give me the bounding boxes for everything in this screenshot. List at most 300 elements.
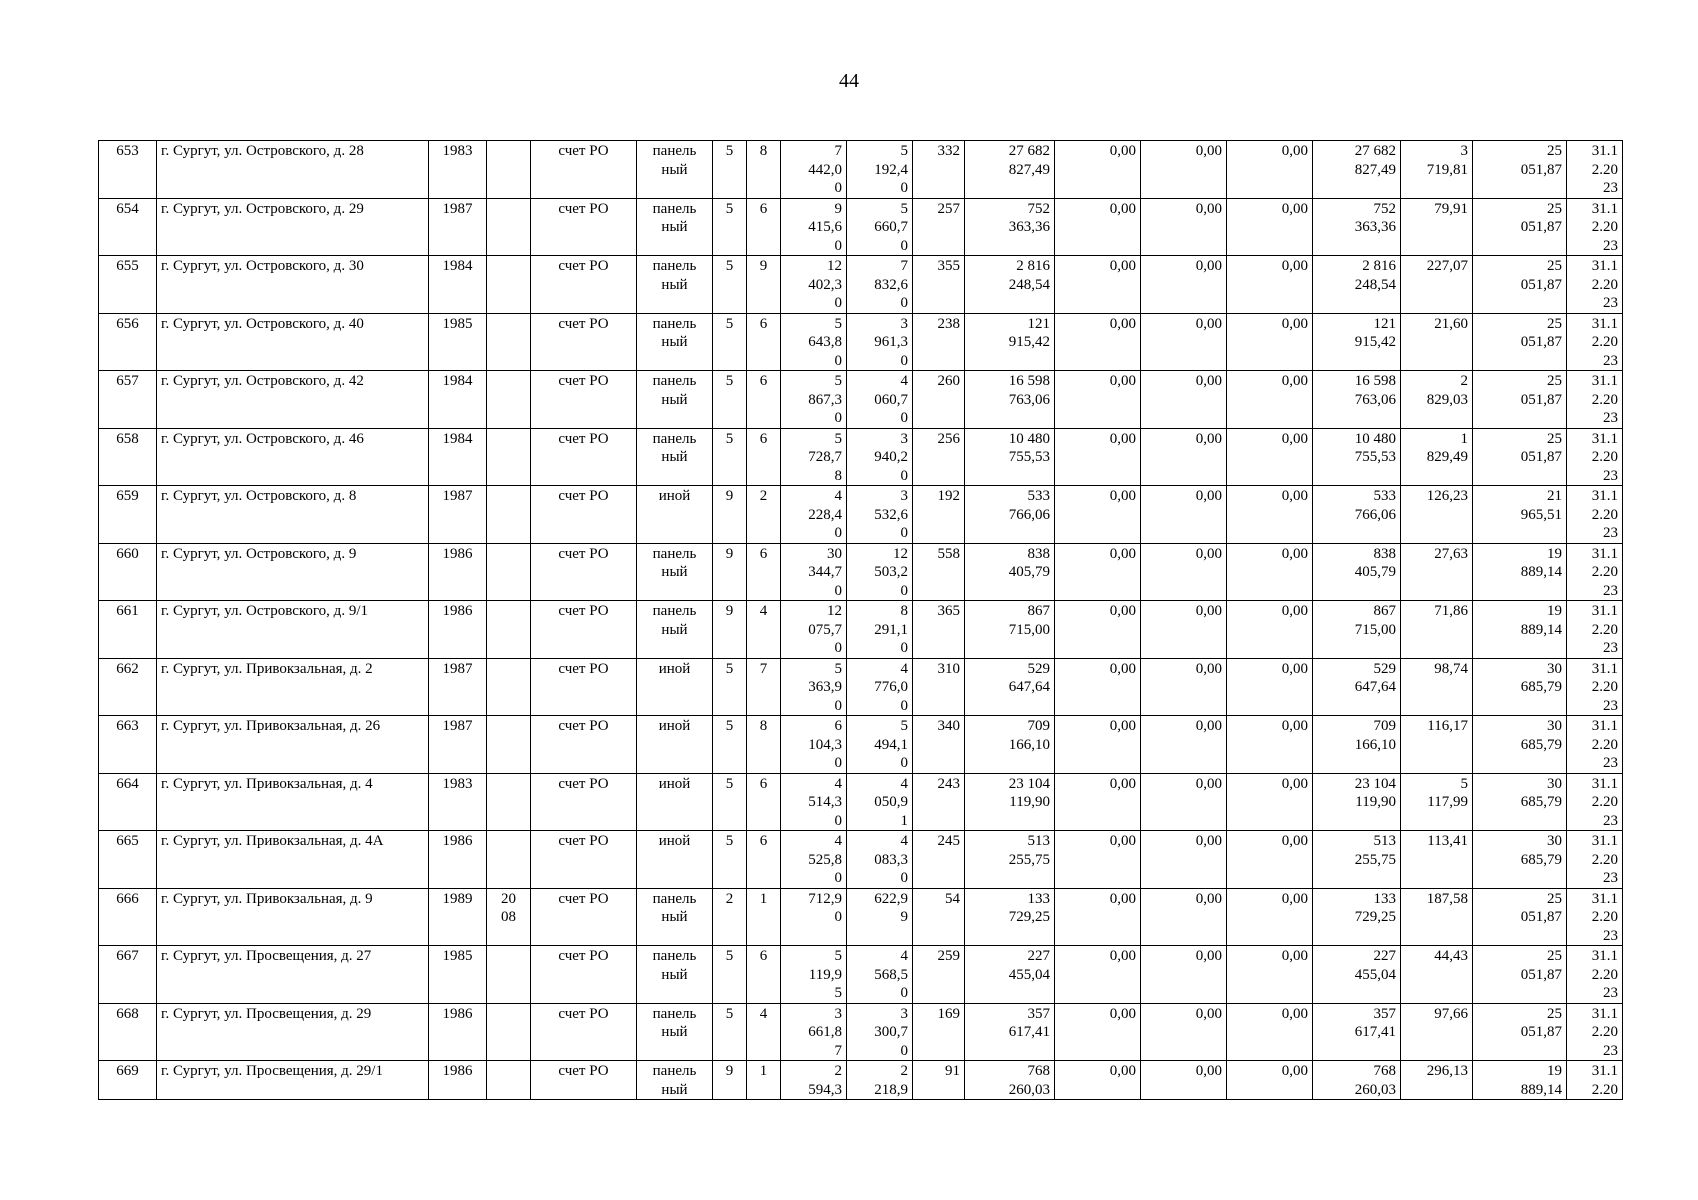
cell-year: 1983 [429,773,487,831]
cell-line: 291,1 [874,621,908,638]
cell-line: 051,87 [1520,449,1562,465]
cell-line: 97,66 [1434,1005,1468,1022]
cell-line: 0 [834,870,842,886]
table-row [99,428,1623,486]
cell-year: 1987 [429,486,487,544]
cell-unit [1401,486,1473,544]
cell-line: 051,87 [1520,1024,1562,1040]
housing-registry-table [98,140,1623,1100]
cell-line: 0 [834,525,842,541]
cell-residents: 245 [913,831,965,889]
cell-line: панель [652,545,697,562]
cell-line: 643,8 [808,334,842,350]
cell-line: панель [652,200,697,217]
cell-limit [1473,1003,1567,1061]
cell-line: 23 [1603,525,1618,541]
cell-material [637,486,713,544]
cell-line: 25 [1547,430,1562,447]
cell-entrances: 4 [747,1003,781,1061]
cell-date [1567,141,1623,199]
cell-line: 0 [834,697,842,714]
cell-floors: 5 [713,428,747,486]
cell-floors: 5 [713,658,747,716]
cell-line: ный [661,334,688,350]
cell-line: панель [652,315,697,332]
cell-year2 [487,141,531,199]
cell-line: 21,60 [1434,315,1468,332]
cell-line: 2.20 [1591,966,1618,983]
cell-num: 667 [99,946,157,1004]
cell-limit [1473,888,1567,946]
cell-area-total [781,773,847,831]
cell-material [637,371,713,429]
cell-line: 25 [1547,890,1562,907]
cell-line: 5 [834,373,842,389]
cell-line: 248,54 [1354,276,1396,293]
cell-z3: 0,00 [1227,831,1313,889]
cell-line: 719,81 [1426,161,1468,178]
cell-year2 [487,256,531,314]
cell-address: г. Сургут, ул. Привокзальная, д. 9 [157,888,429,946]
cell-sum [1313,1003,1401,1061]
cell-z1: 0,00 [1055,371,1141,429]
cell-fund: счет РО [531,1061,637,1100]
cell-line: 23 [1603,237,1618,254]
cell-line: 0 [900,985,908,1001]
cell-area-total [781,141,847,199]
cell-address: г. Сургут, ул. Привокзальная, д. 4 [157,773,429,831]
cell-residents: 259 [913,946,965,1004]
cell-year2 [487,601,531,659]
table-row [99,198,1623,256]
cell-date [1567,601,1623,659]
cell-line: 19 [1547,603,1562,619]
cell-address: г. Сургут, ул. Островского, д. 30 [157,256,429,314]
cell-z2: 0,00 [1141,658,1227,716]
cell-num: 665 [99,831,157,889]
cell-area-living [847,716,913,774]
cell-z1: 0,00 [1055,888,1141,946]
cell-line: 685,79 [1520,851,1562,868]
cell-z3: 0,00 [1227,256,1313,314]
cell-year: 1984 [429,256,487,314]
table-row [99,313,1623,371]
cell-line: 6 [834,718,842,734]
cell-line: 0 [834,237,842,254]
cell-year2 [487,428,531,486]
table-row [99,1061,1623,1100]
cell-area-total [781,658,847,716]
cell-line: 5 [900,200,908,217]
cell-entrances: 6 [747,773,781,831]
cell-address: г. Сургут, ул. Привокзальная, д. 4А [157,831,429,889]
cell-line: 12 [827,258,842,274]
cell-line: 363,36 [1354,219,1396,235]
cell-line: 31.1 [1591,718,1618,734]
cell-z3: 0,00 [1227,371,1313,429]
cell-residents: 243 [913,773,965,831]
cell-z2: 0,00 [1141,486,1227,544]
cell-z1: 0,00 [1055,831,1141,889]
cell-year2 [487,543,531,601]
cell-year: 1984 [429,371,487,429]
cell-address: г. Сургут, ул. Просвещения, д. 29 [157,1003,429,1061]
cell-line: иной [658,488,691,504]
cell-line: 23 [1603,812,1618,829]
cell-line: 715,00 [1354,621,1396,638]
cell-z3: 0,00 [1227,888,1313,946]
cell-line: 2.20 [1591,1081,1618,1098]
cell-line: 23 [1603,1042,1618,1059]
cell-line: 867,3 [808,391,842,408]
cell-area-total [781,1003,847,1061]
cell-line: 31.1 [1591,660,1618,677]
cell-address: г. Сургут, ул. Островского, д. 40 [157,313,429,371]
cell-fund: счет РО [531,831,637,889]
cell-line: 715,00 [1008,621,1050,638]
cell-line: 19 [1547,545,1562,562]
cell-line: 0 [900,352,908,369]
cell-sum [1313,256,1401,314]
cell-line: панель [652,1063,697,1079]
cell-line: 889,14 [1520,564,1562,580]
cell-unit [1401,371,1473,429]
cell-line: 829,03 [1426,391,1468,408]
table-row [99,773,1623,831]
cell-line: 133 [1027,890,1050,907]
cell-line: 889,14 [1520,1081,1562,1098]
table-row [99,658,1623,716]
cell-line: 104,3 [808,736,842,753]
cell-line: 7 [834,143,842,159]
cell-entrances: 6 [747,831,781,889]
cell-line: 729,25 [1354,909,1396,925]
cell-line: 832,6 [874,276,908,293]
cell-floors: 9 [713,543,747,601]
cell-address: г. Сургут, ул. Привокзальная, д. 26 [157,716,429,774]
cell-area-living [847,1061,913,1100]
cell-unit [1401,888,1473,946]
cell-year2 [487,773,531,831]
cell-line: 961,3 [874,334,908,350]
cell-line: 752 [1027,200,1050,217]
cell-year: 1983 [429,141,487,199]
cell-date [1567,716,1623,774]
cell-line: 31.1 [1591,200,1618,217]
cell-material [637,543,713,601]
cell-material [637,313,713,371]
cell-floors: 5 [713,141,747,199]
cell-date [1567,831,1623,889]
cell-z2: 0,00 [1141,371,1227,429]
cell-line: 867 [1027,603,1050,619]
cell-year2 [487,1003,531,1061]
cell-z3: 0,00 [1227,658,1313,716]
cell-line: 2.20 [1591,679,1618,695]
cell-area-living [847,371,913,429]
cell-unit [1401,1003,1473,1061]
cell-year: 1986 [429,543,487,601]
cell-address: г. Сургут, ул. Островского, д. 8 [157,486,429,544]
cell-line: 25 [1547,948,1562,964]
cell-line: 5 [900,143,908,159]
cell-line: 0 [834,812,842,829]
cell-line: 30 [1547,718,1562,734]
cell-floors: 5 [713,946,747,1004]
cell-num: 659 [99,486,157,544]
cell-z1: 0,00 [1055,428,1141,486]
cell-line: 915,42 [1008,334,1050,350]
cell-sum [1313,888,1401,946]
cell-sum [1313,946,1401,1004]
cell-limit [1473,371,1567,429]
cell-date [1567,313,1623,371]
cell-line: 98,74 [1434,660,1468,677]
cell-material [637,198,713,256]
table-row [99,1003,1623,1061]
cell-year2 [487,946,531,1004]
cell-limit [1473,543,1567,601]
cell-material [637,831,713,889]
cell-line: 709 [1027,718,1050,734]
cell-unit [1401,141,1473,199]
cell-line: 2.20 [1591,564,1618,580]
cell-sum [1313,313,1401,371]
cell-line: 12 [827,603,842,619]
cell-z2: 0,00 [1141,888,1227,946]
cell-line: 117,99 [1427,794,1468,810]
cell-line: 79,91 [1434,200,1468,217]
cell-unit [1401,198,1473,256]
cell-line: 2.20 [1591,736,1618,753]
cell-address: г. Сургут, ул. Островского, д. 29 [157,198,429,256]
cell-area-total [781,543,847,601]
cell-floors: 5 [713,313,747,371]
cell-line: 227 [1027,948,1050,964]
cell-line: 0 [900,697,908,714]
cell-line: 051,87 [1520,219,1562,235]
cell-line: 9 [834,200,842,217]
cell-cost [965,831,1055,889]
cell-year: 1987 [429,198,487,256]
cell-line: 30 [827,545,842,562]
cell-area-living [847,1003,913,1061]
cell-floors: 2 [713,888,747,946]
cell-num: 666 [99,888,157,946]
cell-line: 529 [1373,660,1396,677]
cell-line: 494,1 [874,736,908,753]
cell-line: 0 [900,295,908,311]
cell-residents: 260 [913,371,965,429]
cell-floors: 5 [713,198,747,256]
cell-line: 296,13 [1426,1063,1468,1079]
cell-line: 23 [1603,582,1618,599]
cell-date [1567,773,1623,831]
cell-line: 25 [1547,258,1562,274]
table-row [99,543,1623,601]
cell-z1: 0,00 [1055,141,1141,199]
cell-line: 051,87 [1520,391,1562,408]
cell-line: 766,06 [1354,506,1396,523]
cell-line: 513 [1373,833,1396,849]
cell-address: г. Сургут, ул. Островского, д. 46 [157,428,429,486]
cell-line: 357 [1027,1005,1050,1022]
cell-line: 2.20 [1591,276,1618,293]
cell-material [637,1003,713,1061]
cell-line: ный [661,1081,688,1098]
cell-material [637,946,713,1004]
cell-limit [1473,428,1567,486]
cell-line: 248,54 [1008,276,1050,293]
cell-date [1567,198,1623,256]
cell-residents: 558 [913,543,965,601]
cell-line: 402,3 [808,276,842,293]
cell-line: 27 682 [1008,143,1050,159]
cell-z2: 0,00 [1141,198,1227,256]
cell-line: 187,58 [1426,890,1468,907]
cell-line: 3 [900,488,908,504]
cell-line: 25 [1547,143,1562,159]
cell-address: г. Сургут, ул. Островского, д. 9 [157,543,429,601]
cell-line: панель [652,1005,697,1022]
cell-line: 44,43 [1434,948,1468,964]
cell-material [637,716,713,774]
cell-cost [965,486,1055,544]
cell-line: 763,06 [1008,391,1050,408]
cell-cost [965,371,1055,429]
cell-line: 0 [900,237,908,254]
cell-line: 5 [834,315,842,332]
cell-line: 0 [834,352,842,369]
cell-line: 051,87 [1520,334,1562,350]
cell-line: 10 480 [1354,430,1396,447]
cell-line: 5 [834,660,842,677]
cell-line: 25 [1547,1005,1562,1022]
cell-sum [1313,486,1401,544]
cell-area-total [781,428,847,486]
cell-year2 [487,888,531,946]
cell-line: 126,23 [1426,488,1468,504]
cell-year2 [487,831,531,889]
cell-year: 1986 [429,1003,487,1061]
cell-line: 121 [1027,315,1050,332]
cell-line: 23 [1603,985,1618,1001]
cell-date [1567,543,1623,601]
cell-line: 0 [834,755,842,771]
cell-z1: 0,00 [1055,946,1141,1004]
cell-line: 768 [1373,1063,1396,1079]
cell-z1: 0,00 [1055,1003,1141,1061]
cell-line: иной [658,660,691,677]
cell-line: 0 [900,467,908,484]
cell-line: 533 [1027,488,1050,504]
cell-line: 5 [900,718,908,734]
cell-line: 227,07 [1426,258,1468,274]
cell-line: 829,49 [1426,449,1468,465]
cell-line: 051,87 [1520,909,1562,925]
cell-line: 119,90 [1355,794,1396,810]
cell-z2: 0,00 [1141,831,1227,889]
cell-year: 1989 [429,888,487,946]
cell-material [637,141,713,199]
cell-cost [965,601,1055,659]
cell-line: 525,8 [808,851,842,868]
table-row [99,486,1623,544]
cell-z1: 0,00 [1055,486,1141,544]
cell-date [1567,1003,1623,1061]
cell-line: 0 [900,640,908,656]
cell-line: 5 [834,985,842,1001]
cell-line: 503,2 [874,564,908,580]
cell-fund: счет РО [531,658,637,716]
cell-z3: 0,00 [1227,716,1313,774]
cell-line: 728,7 [808,449,842,465]
cell-line: ный [661,966,688,983]
cell-residents: 192 [913,486,965,544]
cell-line: 7 [900,258,908,274]
cell-unit [1401,313,1473,371]
cell-num: 654 [99,198,157,256]
cell-line: 083,3 [874,851,908,868]
cell-line: ный [661,161,688,178]
cell-sum [1313,716,1401,774]
cell-line: 455,04 [1354,966,1396,983]
cell-line: 113,41 [1427,833,1468,849]
cell-floors: 5 [713,371,747,429]
cell-z2: 0,00 [1141,543,1227,601]
cell-line: 16 598 [1354,373,1396,389]
cell-line: 2.20 [1591,851,1618,868]
cell-unit [1401,946,1473,1004]
table-row [99,716,1623,774]
cell-date [1567,888,1623,946]
cell-limit [1473,773,1567,831]
cell-line: 0 [834,410,842,426]
cell-fund: счет РО [531,141,637,199]
cell-num: 668 [99,1003,157,1061]
cell-line: 617,41 [1008,1024,1050,1040]
cell-line: 763,06 [1354,391,1396,408]
cell-z3: 0,00 [1227,946,1313,1004]
cell-line: 529 [1027,660,1050,677]
cell-date [1567,428,1623,486]
cell-cost [965,1003,1055,1061]
cell-cost [965,888,1055,946]
cell-residents: 310 [913,658,965,716]
cell-area-living [847,256,913,314]
cell-fund: счет РО [531,198,637,256]
cell-num: 664 [99,773,157,831]
cell-line: 23 [1603,755,1618,771]
cell-line: 051,87 [1520,966,1562,983]
cell-line: 0 [834,295,842,311]
cell-line: 31.1 [1591,603,1618,619]
cell-sum [1313,658,1401,716]
cell-z1: 0,00 [1055,716,1141,774]
cell-fund: счет РО [531,888,637,946]
cell-unit [1401,831,1473,889]
cell-line: 9 [900,909,908,925]
cell-area-living [847,486,913,544]
cell-line: 2 [1460,373,1468,389]
cell-line: 71,86 [1434,603,1468,619]
cell-material [637,888,713,946]
cell-line: 1 [1460,430,1468,447]
cell-num: 663 [99,716,157,774]
cell-limit [1473,831,1567,889]
cell-entrances: 1 [747,888,781,946]
cell-line: 31.1 [1591,143,1618,159]
